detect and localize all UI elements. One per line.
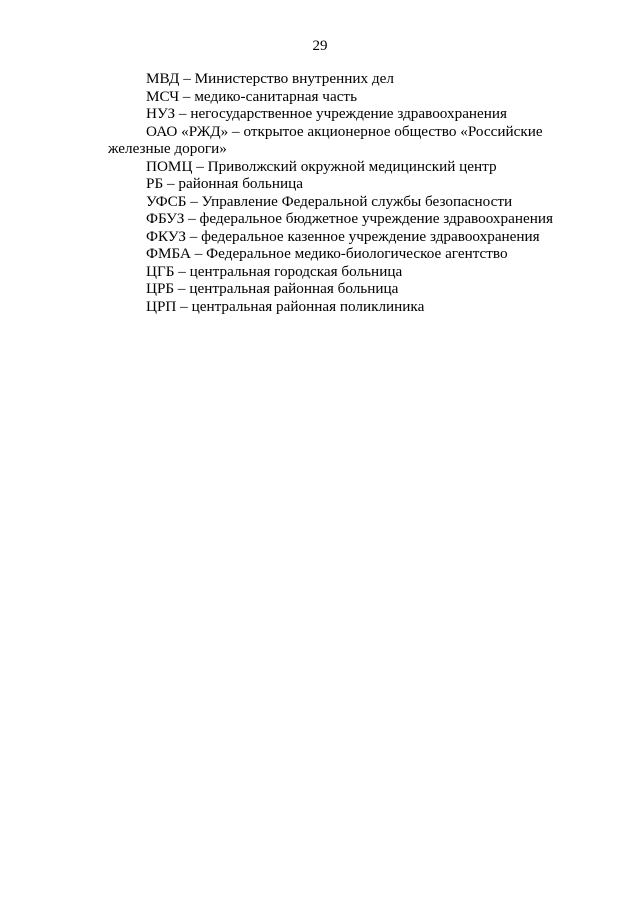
abbreviation-item: ОАО «РЖД» – открытое акционерное общество «Российские железные дороги»	[108, 122, 543, 157]
page-number: 29	[312, 38, 328, 54]
abbreviation-item: РБ – районная больница	[146, 175, 303, 192]
abbreviation-item: ЦРП – центральная районная поликлиника	[146, 297, 425, 315]
abbreviation-list	[108, 70, 608, 315]
abbreviation-item: ПОМЦ – Приволжский окружной медицинский центр	[146, 157, 497, 175]
abbreviation-item: ФМБА – Федеральное медико-биологическое агентство	[146, 245, 508, 262]
abbreviation-item: НУЗ – негосударственное учреждение здравоохранения	[146, 105, 508, 122]
abbreviation-item: ФБУЗ – федеральное бюджетное учреждение здравоохранения	[146, 210, 553, 227]
abbreviation-item: УФСБ – Управление Федеральной службы безопасности	[146, 192, 513, 210]
abbreviation-item: ФКУЗ – федеральное казенное учреждение здравоохранения	[146, 227, 540, 245]
abbreviation-item: МСЧ – медико-санитарная часть	[146, 87, 357, 105]
abbreviation-item: МВД – Министерство внутренних дел	[146, 70, 394, 87]
abbreviation-item: ЦРБ – центральная районная больница	[146, 280, 399, 297]
abbreviation-item: ЦГБ – центральная городская больница	[146, 262, 403, 280]
